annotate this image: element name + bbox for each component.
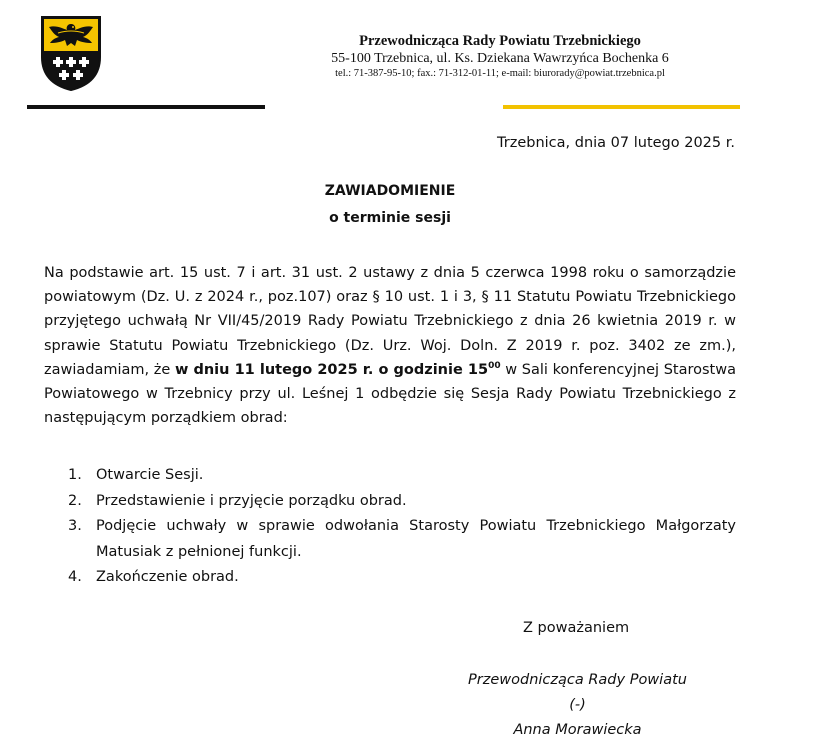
signature-mark: (-) (569, 697, 586, 713)
body-text-part1: Na podstawie art. 15 ust. 7 i art. 31 ust. 2 ustawy z dnia 5 czerwca 1998 roku o samorządzie powiatowym (Dz. U. z 2024 r., poz.107) oraz § 10 ust. 1 i 3, § 11 Statutu Powiatu Trzebnickiego przyjętego uchwałą Nr VII/45/2019 Rady Powiatu Trzebnickiego z dnia 26 kwietnia 2019 r. w sprawie Statutu Powiatu Trzebnickiego (Dz. Urz. Woj. Doln. Z 2019 r. poz. 3402 ze zm.), zawiadamiam, że (44, 265, 736, 378)
body-text-part2: w Sali konferencyjnej Starostwa Powiatowego w Trzebnicy przy ul. Leśnej 1 odbędzie się Sesja Rady Powiatu Trzebnickiego z następującym porządkiem obrad: (44, 361, 736, 427)
document-subtitle: o terminie sesji (329, 210, 451, 226)
agenda-item-number: 4. (68, 569, 82, 585)
signature-role: Przewodnicząca Rady Powiatu (468, 672, 687, 688)
agenda-item (44, 565, 736, 591)
letterhead-address: 55-100 Trzebnica, ul. Ks. Dziekana Wawrzyńca Bochenka 6 (331, 51, 669, 66)
closing-phrase: Z poważaniem (523, 620, 630, 636)
session-hour-superscript: 00 (488, 360, 501, 371)
agenda-item-text: Podjęcie uchwały w sprawie odwołania Starosty Powiatu Trzebnickiego Małgorzaty Matusiak z pełnionej funkcji. (96, 518, 736, 560)
agenda-item-number: 1. (68, 467, 82, 483)
session-date-bold: w dniu 11 lutego 2025 r. o godzinie $15^{00}$ (174, 360, 501, 378)
signature-name: Anna Morawiecka (513, 722, 642, 738)
coat-of-arms-icon (40, 15, 102, 92)
agenda-item-text: Zakończenie obrad. (96, 569, 239, 585)
document-title: ZAWIADOMIENIE (324, 183, 456, 199)
agenda-list (44, 463, 736, 591)
agenda-item (44, 514, 736, 565)
agenda-item (44, 463, 736, 489)
agenda-item-text: Przedstawienie i przyjęcie porządku obrad. (96, 492, 407, 509)
agenda-item-text: Otwarcie Sesji. (96, 467, 204, 483)
agenda-item-number: 3. (68, 518, 82, 534)
agenda-item (44, 489, 736, 515)
header-rule-black (27, 105, 265, 109)
header-rule-yellow (503, 105, 740, 109)
letterhead-title: Przewodnicząca Rady Powiatu Trzebnickiego (359, 33, 641, 49)
agenda-item-number: 2. (68, 492, 82, 509)
letterhead (300, 33, 700, 81)
body-paragraph (44, 261, 736, 430)
letterhead-contact: tel.: 71-387-95-10; fax.: 71-312-01-11; e-mail: biurorady@powiat.trzebnica.pl (335, 68, 665, 79)
document-date: Trzebnica, dnia 07 lutego 2025 r. (497, 135, 735, 151)
